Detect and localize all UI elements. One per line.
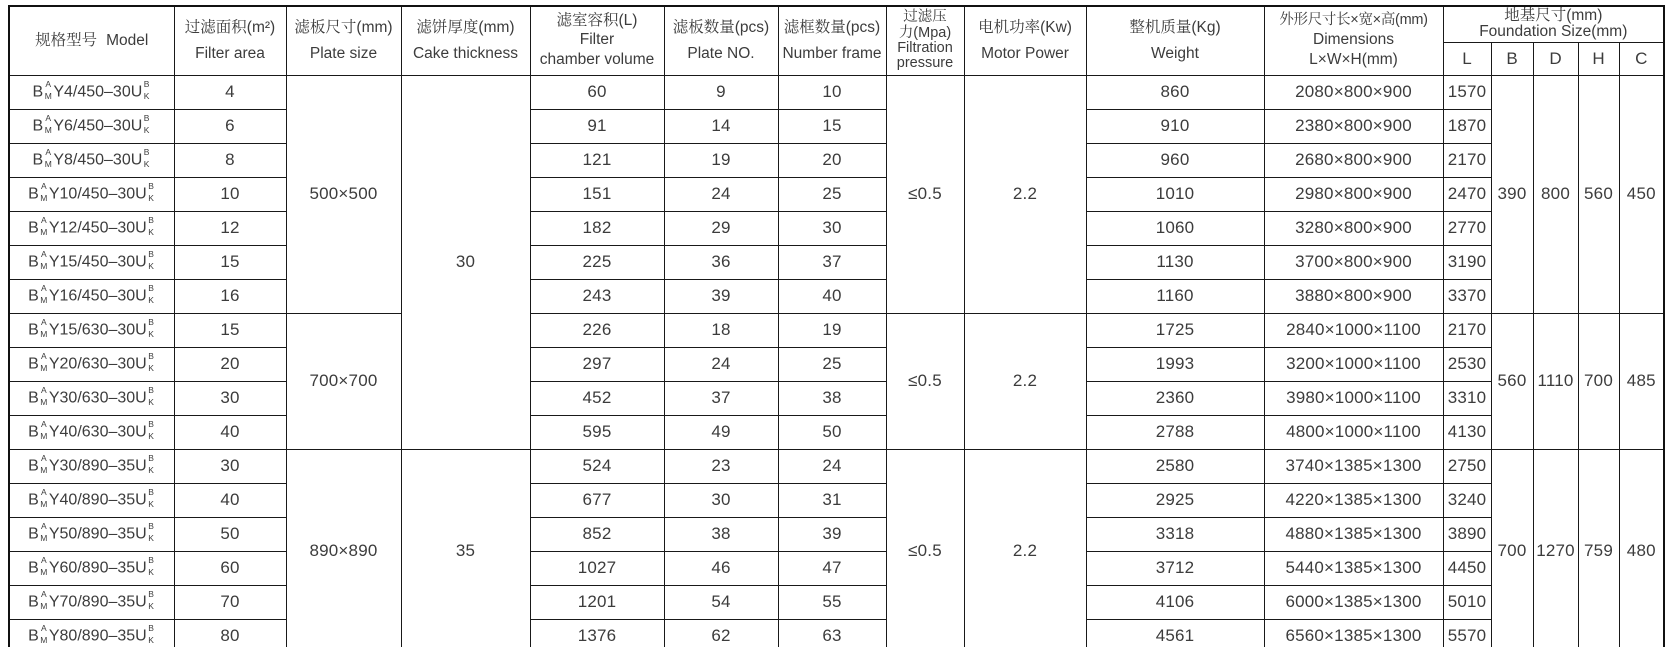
cell-foundation-h: 759 [1578,449,1619,647]
cell-foundation-l: 4450 [1443,551,1491,585]
cell-chamber-volume: 452 [530,381,664,415]
cell-filter-area: 15 [174,313,286,347]
model-variant-stack: A M [40,384,48,407]
model-variant-stack: A M [40,180,48,203]
cell-dimensions: 5440×1385×1300 [1264,551,1443,585]
cell-chamber-volume: 151 [530,177,664,211]
cell-dimensions: 3200×1000×1100 [1264,347,1443,381]
model-variant-stack: A M [40,248,48,271]
cell-dimensions: 3980×1000×1100 [1264,381,1443,415]
cell-foundation-l: 2530 [1443,347,1491,381]
cell-chamber-volume: 225 [530,245,664,279]
cell-number-frame: 19 [778,313,886,347]
table-row [9,177,1664,211]
model-variant-stack: B K [148,384,154,407]
model-variant-stack: B K [148,588,154,611]
table-row [9,245,1664,279]
cell-foundation-l: 3890 [1443,517,1491,551]
table-row [9,517,1664,551]
cell-plate-no: 24 [664,347,778,381]
cell-number-frame: 63 [778,619,886,647]
model-variant-stack: B K [148,486,154,509]
cell-chamber-volume: 1201 [530,585,664,619]
model-variant-stack: A M [40,588,48,611]
col-header-plate-no: 滤板数量(pcs) Plate NO. [664,6,778,75]
cell-plate-no: 19 [664,143,778,177]
cell-filter-area: 80 [174,619,286,647]
col-header-model: 规格型号 Model [9,6,174,75]
cell-model: B A M Y30/630–30U B K [9,381,174,415]
cell-model: B A M Y20/630–30U B K [9,347,174,381]
model-variant-stack: B K [148,214,154,237]
cell-chamber-volume: 182 [530,211,664,245]
cell-model: B A M Y4/450–30U B K [9,75,174,109]
cell-foundation-l: 1570 [1443,75,1491,109]
cell-model: B A M Y12/450–30U B K [9,211,174,245]
cell-number-frame: 39 [778,517,886,551]
cell-model: B A M Y80/890–35U B K [9,619,174,647]
model-variant-stack: B K [148,554,154,577]
table-row [9,449,1664,483]
cell-chamber-volume: 677 [530,483,664,517]
table-row [9,75,1664,109]
cell-plate-no: 14 [664,109,778,143]
cell-model: B A M Y70/890–35U B K [9,585,174,619]
cell-number-frame: 47 [778,551,886,585]
cell-plate-no: 46 [664,551,778,585]
cell-foundation-b: 390 [1491,75,1533,313]
cell-weight: 2580 [1086,449,1264,483]
cell-foundation-c: 450 [1619,75,1664,313]
cell-chamber-volume: 91 [530,109,664,143]
cell-number-frame: 55 [778,585,886,619]
cell-plate-no: 30 [664,483,778,517]
cell-foundation-l: 3240 [1443,483,1491,517]
cell-filter-area: 16 [174,279,286,313]
cell-filter-area: 15 [174,245,286,279]
cell-weight: 1725 [1086,313,1264,347]
cell-foundation-c: 480 [1619,449,1664,647]
cell-foundation-h: 700 [1578,313,1619,449]
col-header-foundation-c: C [1619,42,1664,75]
model-variant-stack: A M [40,622,48,645]
model-variant-stack: A M [40,214,48,237]
cell-filter-area: 8 [174,143,286,177]
cell-foundation-l: 2170 [1443,143,1491,177]
cell-number-frame: 37 [778,245,886,279]
cell-foundation-d: 1270 [1533,449,1578,647]
table-row [9,381,1664,415]
cell-plate-size: 700×700 [286,313,401,449]
cell-model: B A M Y50/890–35U B K [9,517,174,551]
cell-model: B A M Y40/630–30U B K [9,415,174,449]
table-row [9,109,1664,143]
cell-number-frame: 10 [778,75,886,109]
cell-number-frame: 24 [778,449,886,483]
model-variant-stack: A M [40,350,48,373]
cell-foundation-l: 3370 [1443,279,1491,313]
model-variant-stack: A M [40,554,48,577]
col-header-foundation-h: H [1578,42,1619,75]
cell-plate-no: 36 [664,245,778,279]
cell-filter-area: 70 [174,585,286,619]
cell-plate-no: 9 [664,75,778,109]
col-header-chamber-volume: 滤室容积(L) Filter chamber volume [530,6,664,75]
table-row [9,483,1664,517]
cell-chamber-volume: 121 [530,143,664,177]
model-variant-stack: B K [143,78,150,101]
model-variant-stack: B K [143,112,150,135]
model-variant-stack: A M [40,282,48,305]
spec-table-header [9,6,1664,75]
cell-weight: 3318 [1086,517,1264,551]
cell-foundation-h: 560 [1578,75,1619,313]
cell-foundation-d: 1110 [1533,313,1578,449]
cell-filtration-pressure: ≤0.5 [886,75,964,313]
model-variant-stack: A M [40,520,48,543]
cell-chamber-volume: 226 [530,313,664,347]
col-header-number-frame: 滤框数量(pcs) Number frame [778,6,886,75]
cell-filter-area: 4 [174,75,286,109]
cell-dimensions: 2680×800×900 [1264,143,1443,177]
cell-weight: 910 [1086,109,1264,143]
cell-cake-thickness: 35 [401,449,530,647]
model-variant-stack: B K [148,316,154,339]
cell-number-frame: 20 [778,143,886,177]
cell-weight: 1130 [1086,245,1264,279]
cell-weight: 960 [1086,143,1264,177]
cell-foundation-l: 4130 [1443,415,1491,449]
cell-plate-no: 37 [664,381,778,415]
cell-plate-no: 29 [664,211,778,245]
cell-weight: 4106 [1086,585,1264,619]
spec-table [8,5,1665,647]
cell-number-frame: 40 [778,279,886,313]
cell-model: B A M Y40/890–35U B K [9,483,174,517]
model-variant-stack: B K [148,350,154,373]
table-row [9,415,1664,449]
model-variant-stack: B K [148,248,154,271]
model-variant-stack: A M [40,316,48,339]
table-row [9,347,1664,381]
col-header-plate-size: 滤板尺寸(mm) Plate size [286,6,401,75]
col-header-motor-power: 电机功率(Kw) Motor Power [964,6,1086,75]
cell-filtration-pressure: ≤0.5 [886,313,964,449]
col-header-filter-area: 过滤面积(m²) Filter area [174,6,286,75]
table-row [9,313,1664,347]
cell-plate-no: 54 [664,585,778,619]
cell-filtration-pressure: ≤0.5 [886,449,964,647]
cell-plate-no: 49 [664,415,778,449]
model-variant-stack: B K [143,146,150,169]
model-variant-stack: B K [148,520,154,543]
cell-foundation-l: 2170 [1443,313,1491,347]
model-variant-stack: A M [40,418,48,441]
cell-filter-area: 50 [174,517,286,551]
table-row [9,551,1664,585]
header-row-main [9,6,1664,42]
cell-chamber-volume: 524 [530,449,664,483]
cell-filter-area: 30 [174,381,286,415]
col-header-cake-thickness: 滤饼厚度(mm) Cake thickness [401,6,530,75]
col-header-foundation: 地基尺寸(mm) Foundation Size(mm) [1443,6,1664,42]
cell-foundation-l: 3190 [1443,245,1491,279]
cell-foundation-b: 700 [1491,449,1533,647]
cell-filter-area: 12 [174,211,286,245]
cell-motor-power: 2.2 [964,449,1086,647]
cell-plate-no: 24 [664,177,778,211]
cell-chamber-volume: 852 [530,517,664,551]
cell-dimensions: 3280×800×900 [1264,211,1443,245]
cell-chamber-volume: 1376 [530,619,664,647]
cell-weight: 1993 [1086,347,1264,381]
cell-foundation-l: 3310 [1443,381,1491,415]
cell-foundation-l: 1870 [1443,109,1491,143]
model-variant-stack: A M [44,78,52,101]
cell-cake-thickness: 30 [401,75,530,449]
cell-model: B A M Y6/450–30U B K [9,109,174,143]
cell-number-frame: 50 [778,415,886,449]
cell-plate-no: 39 [664,279,778,313]
cell-weight: 2360 [1086,381,1264,415]
cell-plate-no: 18 [664,313,778,347]
cell-number-frame: 38 [778,381,886,415]
cell-filter-area: 40 [174,415,286,449]
cell-dimensions: 4220×1385×1300 [1264,483,1443,517]
cell-dimensions: 2980×800×900 [1264,177,1443,211]
cell-number-frame: 25 [778,177,886,211]
cell-chamber-volume: 1027 [530,551,664,585]
cell-plate-size: 890×890 [286,449,401,647]
model-variant-stack: B K [148,180,154,203]
model-variant-stack: A M [40,486,48,509]
cell-weight: 1060 [1086,211,1264,245]
cell-foundation-l: 5570 [1443,619,1491,647]
cell-dimensions: 4800×1000×1100 [1264,415,1443,449]
cell-foundation-c: 485 [1619,313,1664,449]
cell-dimensions: 6000×1385×1300 [1264,585,1443,619]
cell-weight: 2788 [1086,415,1264,449]
col-header-foundation-d: D [1533,42,1578,75]
cell-dimensions: 3700×800×900 [1264,245,1443,279]
cell-plate-no: 62 [664,619,778,647]
model-variant-stack: A M [44,146,52,169]
col-header-foundation-l: L [1443,42,1491,75]
table-row [9,143,1664,177]
col-header-dimensions: 外形尺寸长×宽×高(mm) Dimensions L×W×H(mm) [1264,6,1443,75]
model-variant-stack: B K [148,282,154,305]
model-variant-stack: B K [148,452,154,475]
table-row [9,211,1664,245]
col-header-weight: 整机质量(Kg) Weight [1086,6,1264,75]
cell-filter-area: 6 [174,109,286,143]
cell-model: B A M Y30/890–35U B K [9,449,174,483]
cell-dimensions: 6560×1385×1300 [1264,619,1443,647]
table-row [9,279,1664,313]
cell-model: B A M Y15/450–30U B K [9,245,174,279]
cell-motor-power: 2.2 [964,313,1086,449]
cell-dimensions: 3740×1385×1300 [1264,449,1443,483]
cell-chamber-volume: 297 [530,347,664,381]
table-row [9,585,1664,619]
cell-dimensions: 2380×800×900 [1264,109,1443,143]
cell-model: B A M Y10/450–30U B K [9,177,174,211]
cell-foundation-l: 5010 [1443,585,1491,619]
cell-filter-area: 60 [174,551,286,585]
cell-filter-area: 30 [174,449,286,483]
cell-dimensions: 2080×800×900 [1264,75,1443,109]
cell-weight: 2925 [1086,483,1264,517]
cell-chamber-volume: 60 [530,75,664,109]
cell-dimensions: 3880×800×900 [1264,279,1443,313]
cell-weight: 3712 [1086,551,1264,585]
cell-foundation-l: 2750 [1443,449,1491,483]
cell-plate-no: 23 [664,449,778,483]
cell-filter-area: 10 [174,177,286,211]
cell-dimensions: 2840×1000×1100 [1264,313,1443,347]
model-variant-stack: A M [44,112,52,135]
model-variant-stack: A M [40,452,48,475]
cell-model: B A M Y16/450–30U B K [9,279,174,313]
cell-foundation-b: 560 [1491,313,1533,449]
cell-chamber-volume: 595 [530,415,664,449]
cell-weight: 860 [1086,75,1264,109]
table-row [9,619,1664,647]
cell-number-frame: 30 [778,211,886,245]
cell-plate-no: 38 [664,517,778,551]
cell-dimensions: 4880×1385×1300 [1264,517,1443,551]
cell-number-frame: 31 [778,483,886,517]
cell-weight: 1010 [1086,177,1264,211]
model-variant-stack: B K [148,622,154,645]
col-header-filtration-pressure: 过滤压 力(Mpa) Filtration pressure [886,6,964,75]
cell-weight: 4561 [1086,619,1264,647]
cell-plate-size: 500×500 [286,75,401,313]
cell-filter-area: 20 [174,347,286,381]
cell-number-frame: 15 [778,109,886,143]
cell-model: B A M Y15/630–30U B K [9,313,174,347]
cell-model: B A M Y8/450–30U B K [9,143,174,177]
model-variant-stack: B K [148,418,154,441]
cell-foundation-l: 2770 [1443,211,1491,245]
cell-weight: 1160 [1086,279,1264,313]
col-header-foundation-b: B [1491,42,1533,75]
spec-table-body [9,75,1664,647]
cell-model: B A M Y60/890–35U B K [9,551,174,585]
cell-foundation-d: 800 [1533,75,1578,313]
cell-foundation-l: 2470 [1443,177,1491,211]
cell-number-frame: 25 [778,347,886,381]
cell-filter-area: 40 [174,483,286,517]
cell-chamber-volume: 243 [530,279,664,313]
cell-motor-power: 2.2 [964,75,1086,313]
